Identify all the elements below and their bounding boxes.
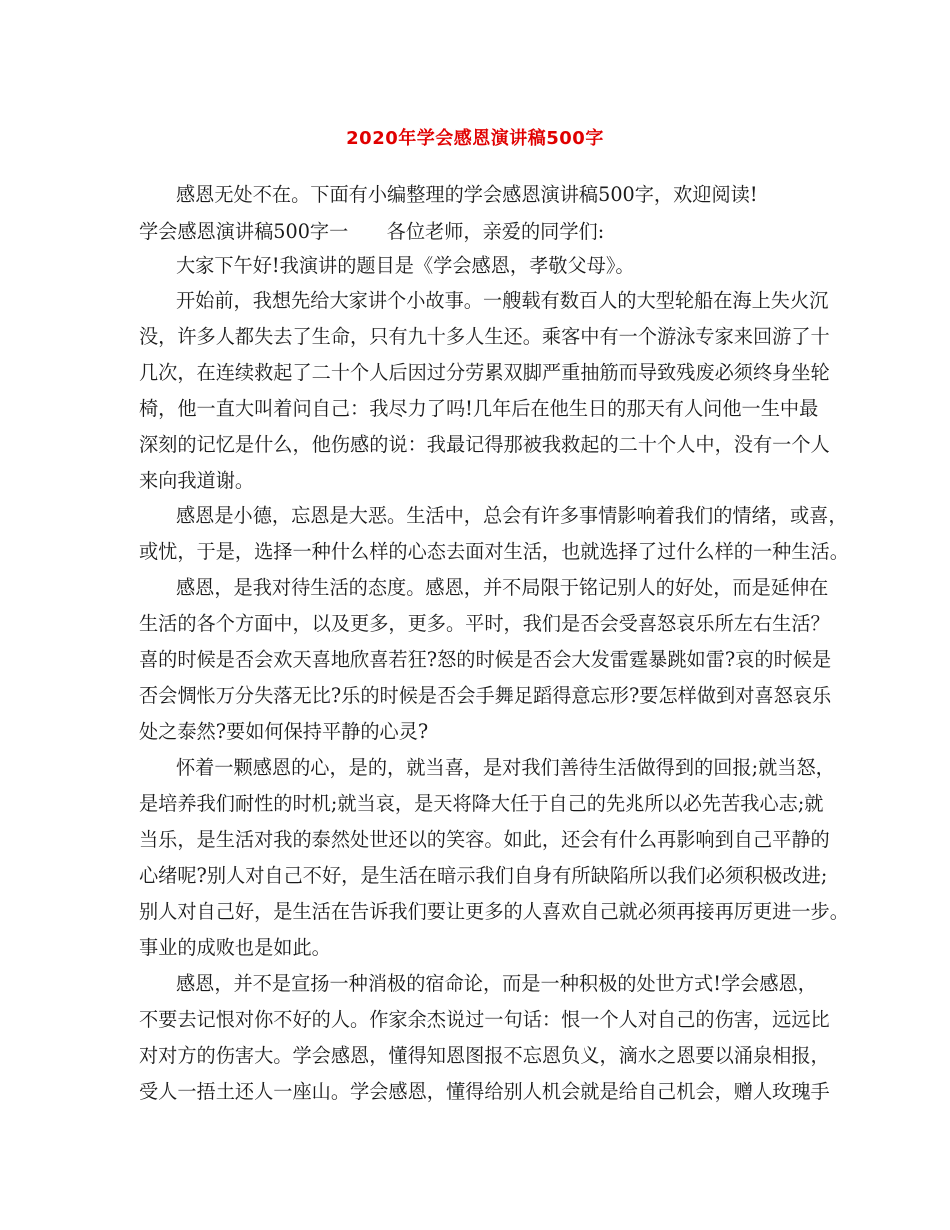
paragraph-line: 心绪呢?别人对自己不好，是生活在暗示我们自身有所缺陷所以我们必须积极改进;: [139, 864, 828, 887]
paragraph-line: 否会惆怅万分失落无比?乐的时候是否会手舞足蹈得意忘形?要怎样做到对喜怒哀乐: [139, 684, 832, 707]
paragraph-line: 开始前，我想先给大家讲个小故事。一艘载有数百人的大型轮船在海上失火沉: [176, 289, 829, 312]
paragraph-line: 椅，他一直大叫着问自己：我尽力了吗!几年后在他生日的那天有人问他一生中最: [139, 397, 819, 420]
paragraph-line: 感恩无处不在。下面有小编整理的学会感恩演讲稿500字，欢迎阅读!: [176, 183, 758, 206]
paragraph-line: 或忧，于是，选择一种什么样的心态去面对生活，也就选择了过什么样的一种生活。: [139, 540, 849, 563]
paragraph-line: 深刻的记忆是什么，他伤感的说：我最记得那被我救起的二十个人中，没有一个人: [139, 433, 830, 456]
paragraph-line: 生活的各个方面中，以及更多，更多。平时，我们是否会受喜怒哀乐所左右生活？: [139, 612, 830, 635]
paragraph-line: 对对方的伤害大。学会感恩，懂得知恩图报不忘恩负义，滴水之恩要以涌泉相报，: [139, 1044, 830, 1067]
paragraph-line: 学会感恩演讲稿500字一 各位老师，亲爱的同学们:: [139, 220, 605, 243]
paragraph-line: 来向我道谢。: [139, 469, 255, 492]
paragraph-line: 感恩是小德，忘恩是大恶。生活中，总会有许多事情影响着我们的情绪，或喜，: [176, 504, 848, 527]
paragraph-line: 几次，在连续救起了二十个人后因过分劳累双脚严重抽筋而导致残废必须终身坐轮: [139, 361, 830, 384]
paragraph-line: 没，许多人都失去了生命，只有九十多人生还。乘客中有一个游泳专家来回游了十: [139, 325, 830, 348]
paragraph-line: 当乐，是生活对我的泰然处世还以的笑容。如此，还会有什么再影响到自己平静的: [139, 828, 830, 851]
paragraph-line: 感恩，并不是宣扬一种消极的宿命论，而是一种积极的处世方式!学会感恩，: [176, 972, 817, 995]
paragraph-line: 事业的成败也是如此。: [139, 936, 331, 959]
paragraph-line: 感恩，是我对待生活的态度。感恩，并不局限于铭记别人的好处，而是延伸在: [176, 576, 829, 599]
paragraph-line: 不要去记恨对你不好的人。作家余杰说过一句话：恨一个人对自己的伤害，远远比: [139, 1008, 830, 1031]
paragraph-line: 喜的时候是否会欢天喜地欣喜若狂?怒的时候是否会大发雷霆暴跳如雷?哀的时候是: [139, 648, 832, 671]
paragraph-line: 大家下午好!我演讲的题目是《学会感恩，孝敬父母》。: [176, 254, 635, 277]
paragraph-line: 是培养我们耐性的时机;就当哀，是天将降大任于自己的先兆所以必先苦我心志;就: [139, 792, 824, 815]
paragraph-line: 别人对自己好，是生活在告诉我们要让更多的人喜欢自己就必须再接再厉更进一步。: [139, 900, 849, 923]
paragraph-line: 处之泰然?要如何保持平静的心灵?: [139, 720, 429, 743]
document-title: 2020年学会感恩演讲稿500字: [346, 128, 604, 149]
paragraph-line: 怀着一颗感恩的心，是的，就当喜，是对我们善待生活做得到的回报;就当怒，: [176, 756, 835, 779]
paragraph-line: 受人一捂土还人一座山。学会感恩，懂得给别人机会就是给自己机会，赠人玫瑰手: [139, 1080, 830, 1103]
